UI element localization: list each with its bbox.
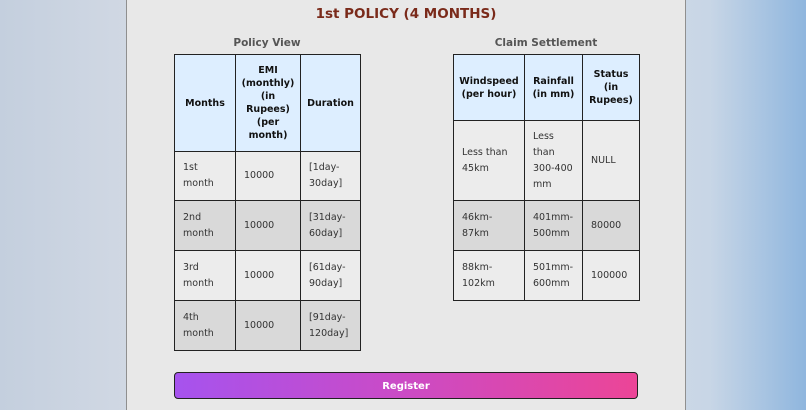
table-cell: [1day-30day] <box>301 152 361 201</box>
table-cell: 80000 <box>583 201 640 251</box>
table-cell: 46km-87km <box>454 201 525 251</box>
claim-settlement-table <box>453 54 640 301</box>
table-cell: 100000 <box>583 251 640 301</box>
table-cell: Less than 300-400 mm <box>525 121 583 201</box>
column-header: Duration <box>301 55 361 152</box>
table-cell: 10000 <box>236 301 301 351</box>
table-cell: 401mm-500mm <box>525 201 583 251</box>
column-header: EMI (monthly) (in Rupees) (per month) <box>236 55 301 152</box>
table-row <box>175 152 361 201</box>
table-cell: 88km-102km <box>454 251 525 301</box>
column-header: Rainfall (in mm) <box>525 55 583 121</box>
table-cell: Less than 45km <box>454 121 525 201</box>
page-title: 1st POLICY (4 MONTHS) <box>315 6 497 22</box>
table-cell: 3rd month <box>175 251 236 301</box>
table-header-row <box>175 55 361 152</box>
table-row <box>175 201 361 251</box>
table-row <box>175 301 361 351</box>
policy-view-caption: Policy View <box>233 37 301 49</box>
table-cell: 501mm-600mm <box>525 251 583 301</box>
table-cell: NULL <box>583 121 640 201</box>
content-panel <box>126 0 686 410</box>
column-header: Status (in Rupees) <box>583 55 640 121</box>
table-row <box>175 251 361 301</box>
table-cell: 2nd month <box>175 201 236 251</box>
register-button[interactable]: Register <box>174 372 638 399</box>
table-row <box>454 251 640 301</box>
claim-settlement-caption: Claim Settlement <box>494 37 598 49</box>
column-header: Windspeed (per hour) <box>454 55 525 121</box>
policy-view-table <box>174 54 361 351</box>
column-header: Months <box>175 55 236 152</box>
table-row <box>454 121 640 201</box>
table-row <box>454 201 640 251</box>
table-cell: [61day-90day] <box>301 251 361 301</box>
table-cell: [91day-120day] <box>301 301 361 351</box>
table-header-row <box>454 55 640 121</box>
table-cell: 4th month <box>175 301 236 351</box>
table-cell: 10000 <box>236 201 301 251</box>
table-cell: [31day-60day] <box>301 201 361 251</box>
table-cell: 1st month <box>175 152 236 201</box>
table-cell: 10000 <box>236 251 301 301</box>
table-cell: 10000 <box>236 152 301 201</box>
